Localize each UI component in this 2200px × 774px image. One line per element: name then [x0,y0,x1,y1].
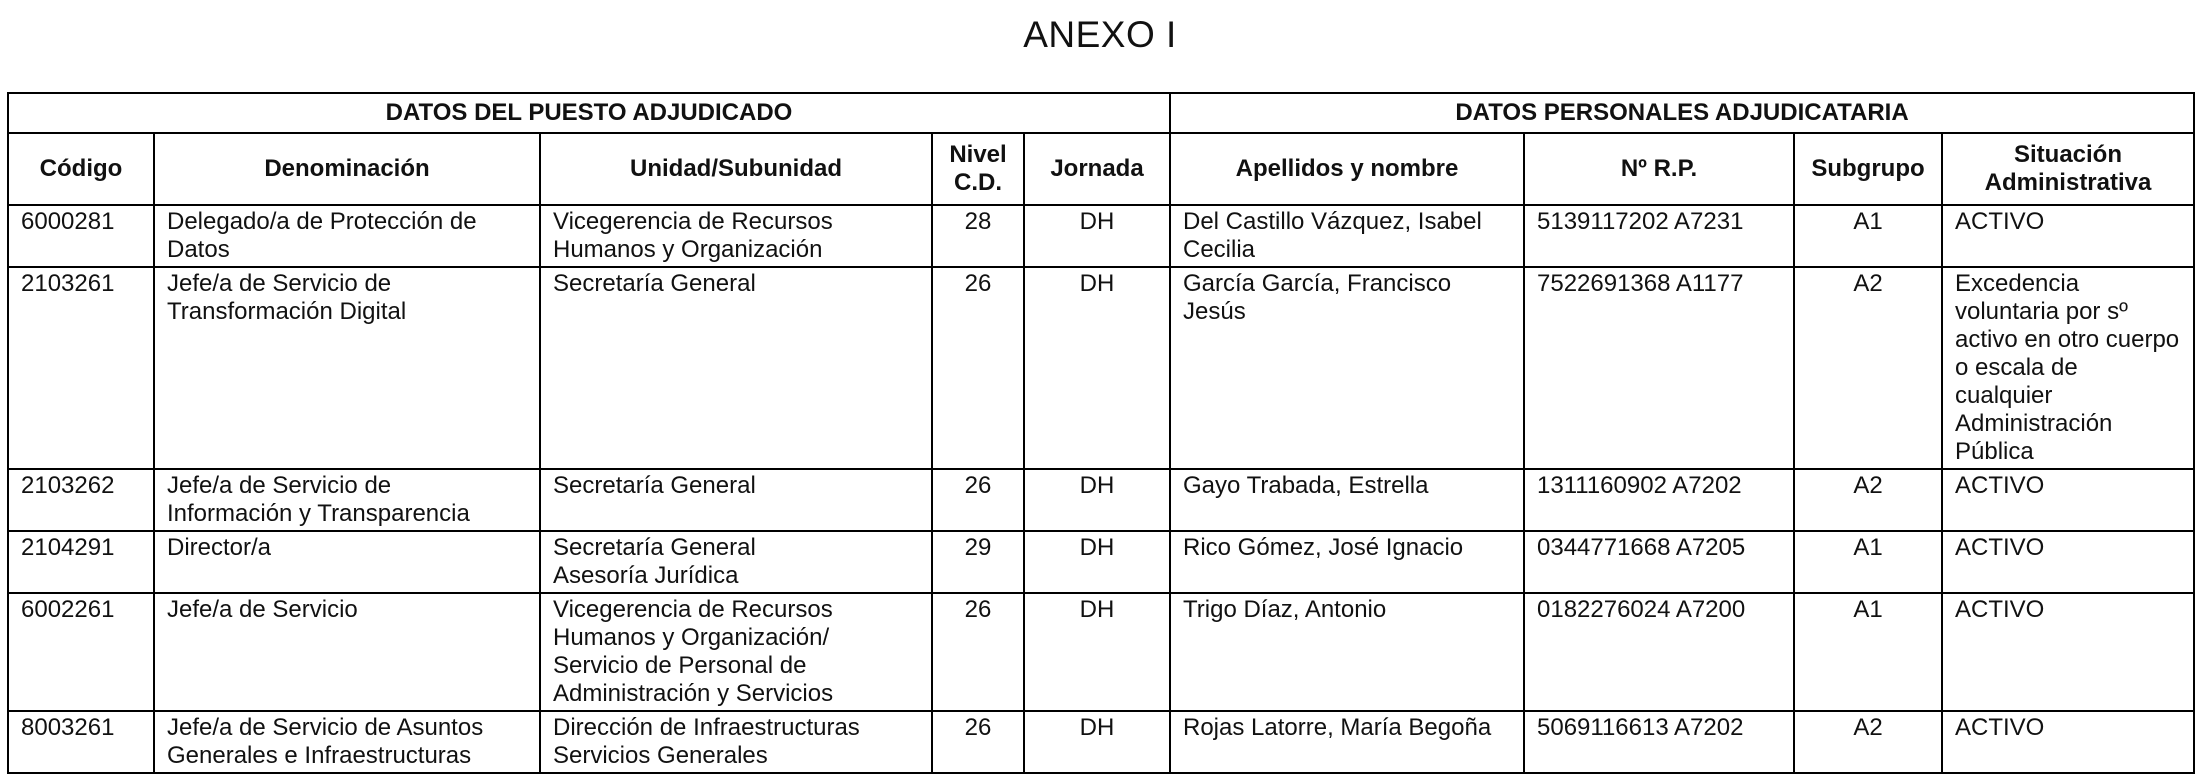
column-header-nrp: Nº R.P. [1524,133,1794,205]
cell-denominacion: Jefe/a de Servicio de Información y Transparencia [154,469,540,531]
column-header-situacion: Situación Administrativa [1942,133,2194,205]
cell-codigo: 8003261 [8,711,154,773]
cell-subgrupo: A1 [1794,593,1942,711]
cell-denominacion: Jefe/a de Servicio [154,593,540,711]
cell-nombre: García García, Francisco Jesús [1170,267,1524,469]
cell-situacion: ACTIVO [1942,711,2194,773]
cell-nrp: 1311160902 A7202 [1524,469,1794,531]
group-header-personales: DATOS PERSONALES ADJUDICATARIA [1170,93,2194,133]
cell-subgrupo: A1 [1794,531,1942,593]
table-header [8,93,2194,205]
cell-codigo: 2104291 [8,531,154,593]
cell-nrp: 0182276024 A7200 [1524,593,1794,711]
column-header-unidad: Unidad/Subunidad [540,133,932,205]
column-header-row [8,133,2194,205]
cell-nivel: 26 [932,267,1024,469]
column-header-jornada: Jornada [1024,133,1170,205]
cell-nombre: Rojas Latorre, María Begoña [1170,711,1524,773]
cell-situacion: ACTIVO [1942,205,2194,267]
cell-nrp: 5069116613 A7202 [1524,711,1794,773]
group-header-row [8,93,2194,133]
cell-codigo: 2103262 [8,469,154,531]
cell-unidad: Vicegerencia de Recursos Humanos y Organización/ Servicio de Personal de Administración y Servicios [540,593,932,711]
cell-denominacion: Director/a [154,531,540,593]
cell-jornada: DH [1024,531,1170,593]
cell-nrp: 0344771668 A7205 [1524,531,1794,593]
cell-nombre: Trigo Díaz, Antonio [1170,593,1524,711]
cell-unidad: Secretaría General [540,469,932,531]
cell-nivel: 26 [932,711,1024,773]
cell-unidad: Dirección de Infraestructuras Servicios Generales [540,711,932,773]
cell-jornada: DH [1024,267,1170,469]
cell-nombre: Rico Gómez, José Ignacio [1170,531,1524,593]
cell-jornada: DH [1024,711,1170,773]
cell-jornada: DH [1024,205,1170,267]
cell-jornada: DH [1024,469,1170,531]
cell-codigo: 2103261 [8,267,154,469]
cell-nivel: 26 [932,469,1024,531]
cell-nivel: 26 [932,593,1024,711]
cell-situacion: ACTIVO [1942,469,2194,531]
column-header-subgrupo: Subgrupo [1794,133,1942,205]
cell-subgrupo: A2 [1794,711,1942,773]
column-header-nombre: Apellidos y nombre [1170,133,1524,205]
table-body [8,205,2194,773]
column-header-nivel: Nivel C.D. [932,133,1024,205]
cell-subgrupo: A2 [1794,469,1942,531]
table-row [8,469,2194,531]
column-header-codigo: Código [8,133,154,205]
table-row [8,711,2194,773]
table-row [8,267,2194,469]
adjudication-table [7,92,2195,774]
cell-denominacion: Delegado/a de Protección de Datos [154,205,540,267]
cell-situacion: Excedencia voluntaria por sº activo en otro cuerpo o escala de cualquier Administración Pública [1942,267,2194,469]
column-header-denominacion: Denominación [154,133,540,205]
cell-situacion: ACTIVO [1942,593,2194,711]
cell-unidad: Secretaría General Asesoría Jurídica [540,531,932,593]
cell-nivel: 29 [932,531,1024,593]
cell-unidad: Secretaría General [540,267,932,469]
cell-denominacion: Jefe/a de Servicio de Transformación Digital [154,267,540,469]
cell-denominacion: Jefe/a de Servicio de Asuntos Generales e Infraestructuras [154,711,540,773]
table-row [8,531,2194,593]
table-row [8,593,2194,711]
cell-unidad: Vicegerencia de Recursos Humanos y Organización [540,205,932,267]
group-header-puesto: DATOS DEL PUESTO ADJUDICADO [8,93,1170,133]
cell-subgrupo: A1 [1794,205,1942,267]
cell-nrp: 5139117202 A7231 [1524,205,1794,267]
cell-codigo: 6000281 [8,205,154,267]
cell-codigo: 6002261 [8,593,154,711]
page-title: ANEXO I [1023,14,1177,55]
cell-nombre: Del Castillo Vázquez, Isabel Cecilia [1170,205,1524,267]
cell-nivel: 28 [932,205,1024,267]
cell-jornada: DH [1024,593,1170,711]
cell-nombre: Gayo Trabada, Estrella [1170,469,1524,531]
cell-subgrupo: A2 [1794,267,1942,469]
cell-nrp: 7522691368 A1177 [1524,267,1794,469]
cell-situacion: ACTIVO [1942,531,2194,593]
table-row [8,205,2194,267]
